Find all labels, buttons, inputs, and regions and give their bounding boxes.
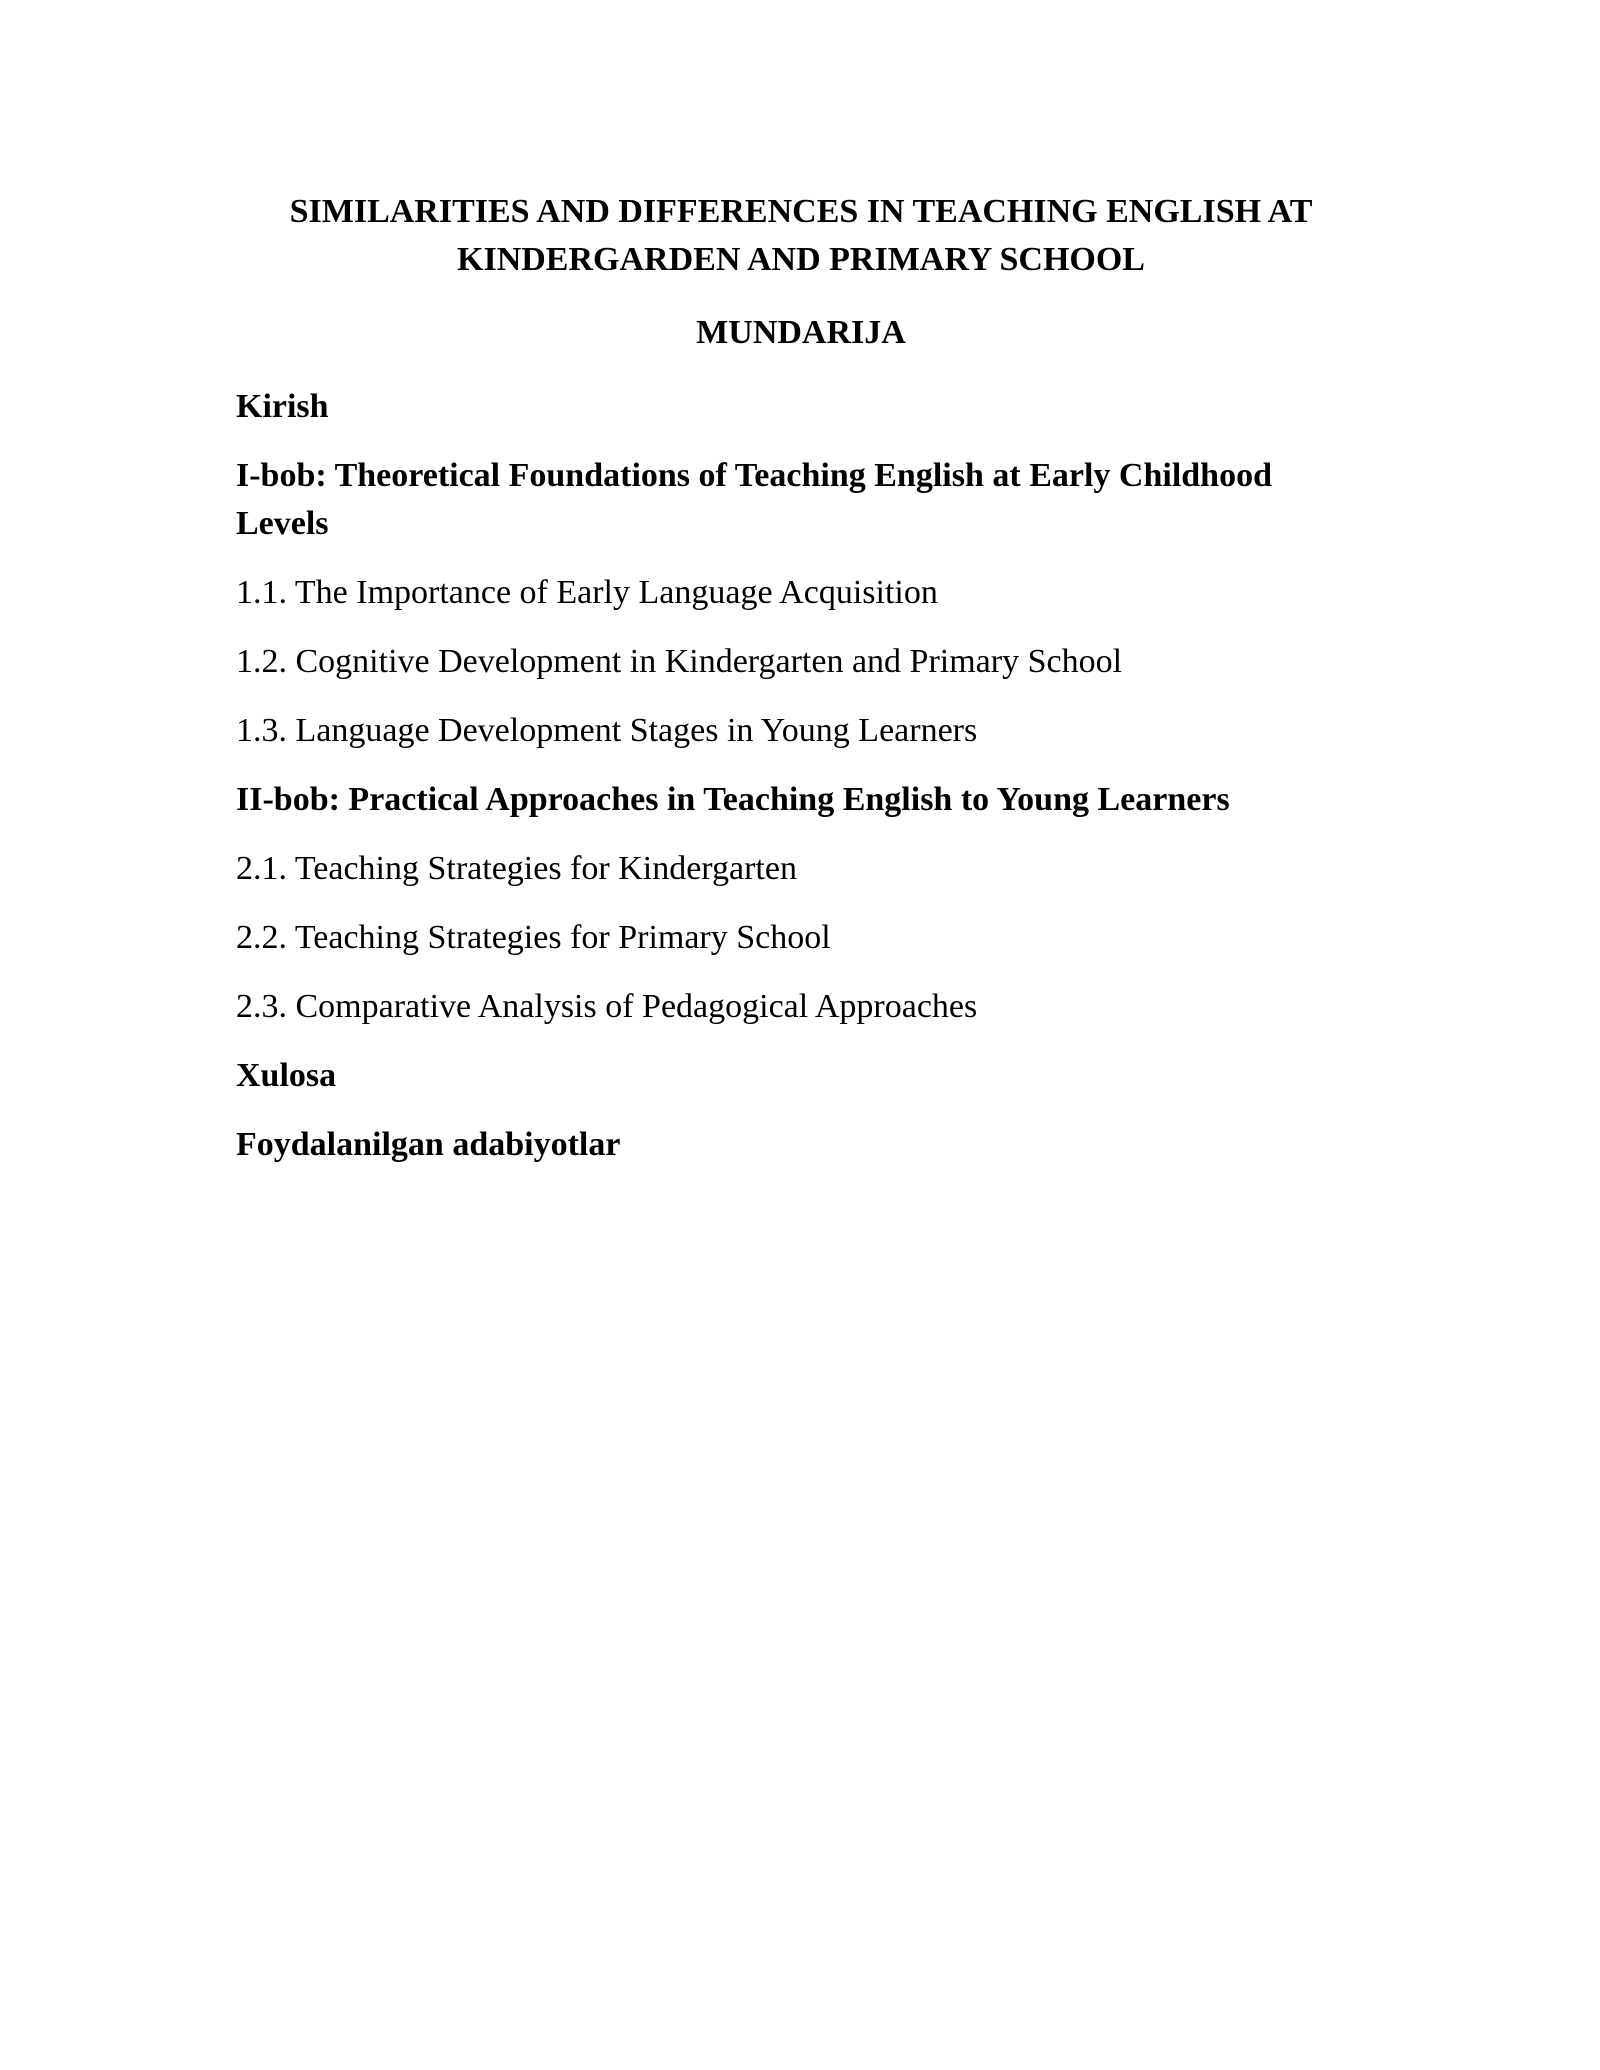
toc-item-references: Foydalanilgan adabiyotlar xyxy=(236,1126,621,1163)
toc-item-kirish: Kirish xyxy=(236,388,329,425)
toc-item-2-3: 2.3. Comparative Analysis of Pedagogical Approaches xyxy=(236,988,978,1025)
toc-item-1-1: 1.1. The Importance of Early Language Acquisition xyxy=(236,574,938,611)
toc-item-chapter-1: I-bob: Theoretical Foundations of Teaching English at Early Childhood Levels xyxy=(236,457,1272,542)
toc-item-1-3: 1.3. Language Development Stages in Young Learners xyxy=(236,712,978,749)
toc-item-2-2: 2.2. Teaching Strategies for Primary School xyxy=(236,919,831,956)
toc-item-2-1: 2.1. Teaching Strategies for Kindergarten xyxy=(236,850,797,887)
document-title-line-2: KINDERGARDEN AND PRIMARY SCHOOL xyxy=(457,241,1145,278)
toc-item-chapter-2: II-bob: Practical Approaches in Teaching English to Young Learners xyxy=(236,781,1230,818)
document-title xyxy=(236,188,1366,284)
toc-heading: MUNDARIJA xyxy=(696,314,906,351)
toc-item-xulosa: Xulosa xyxy=(236,1057,337,1094)
toc-item-1-2: 1.2. Cognitive Development in Kindergarten and Primary School xyxy=(236,643,1123,680)
document-title-line-1: SIMILARITIES AND DIFFERENCES IN TEACHING ENGLISH AT xyxy=(289,193,1313,230)
table-of-contents xyxy=(236,383,1366,1169)
page-content xyxy=(236,188,1366,1190)
